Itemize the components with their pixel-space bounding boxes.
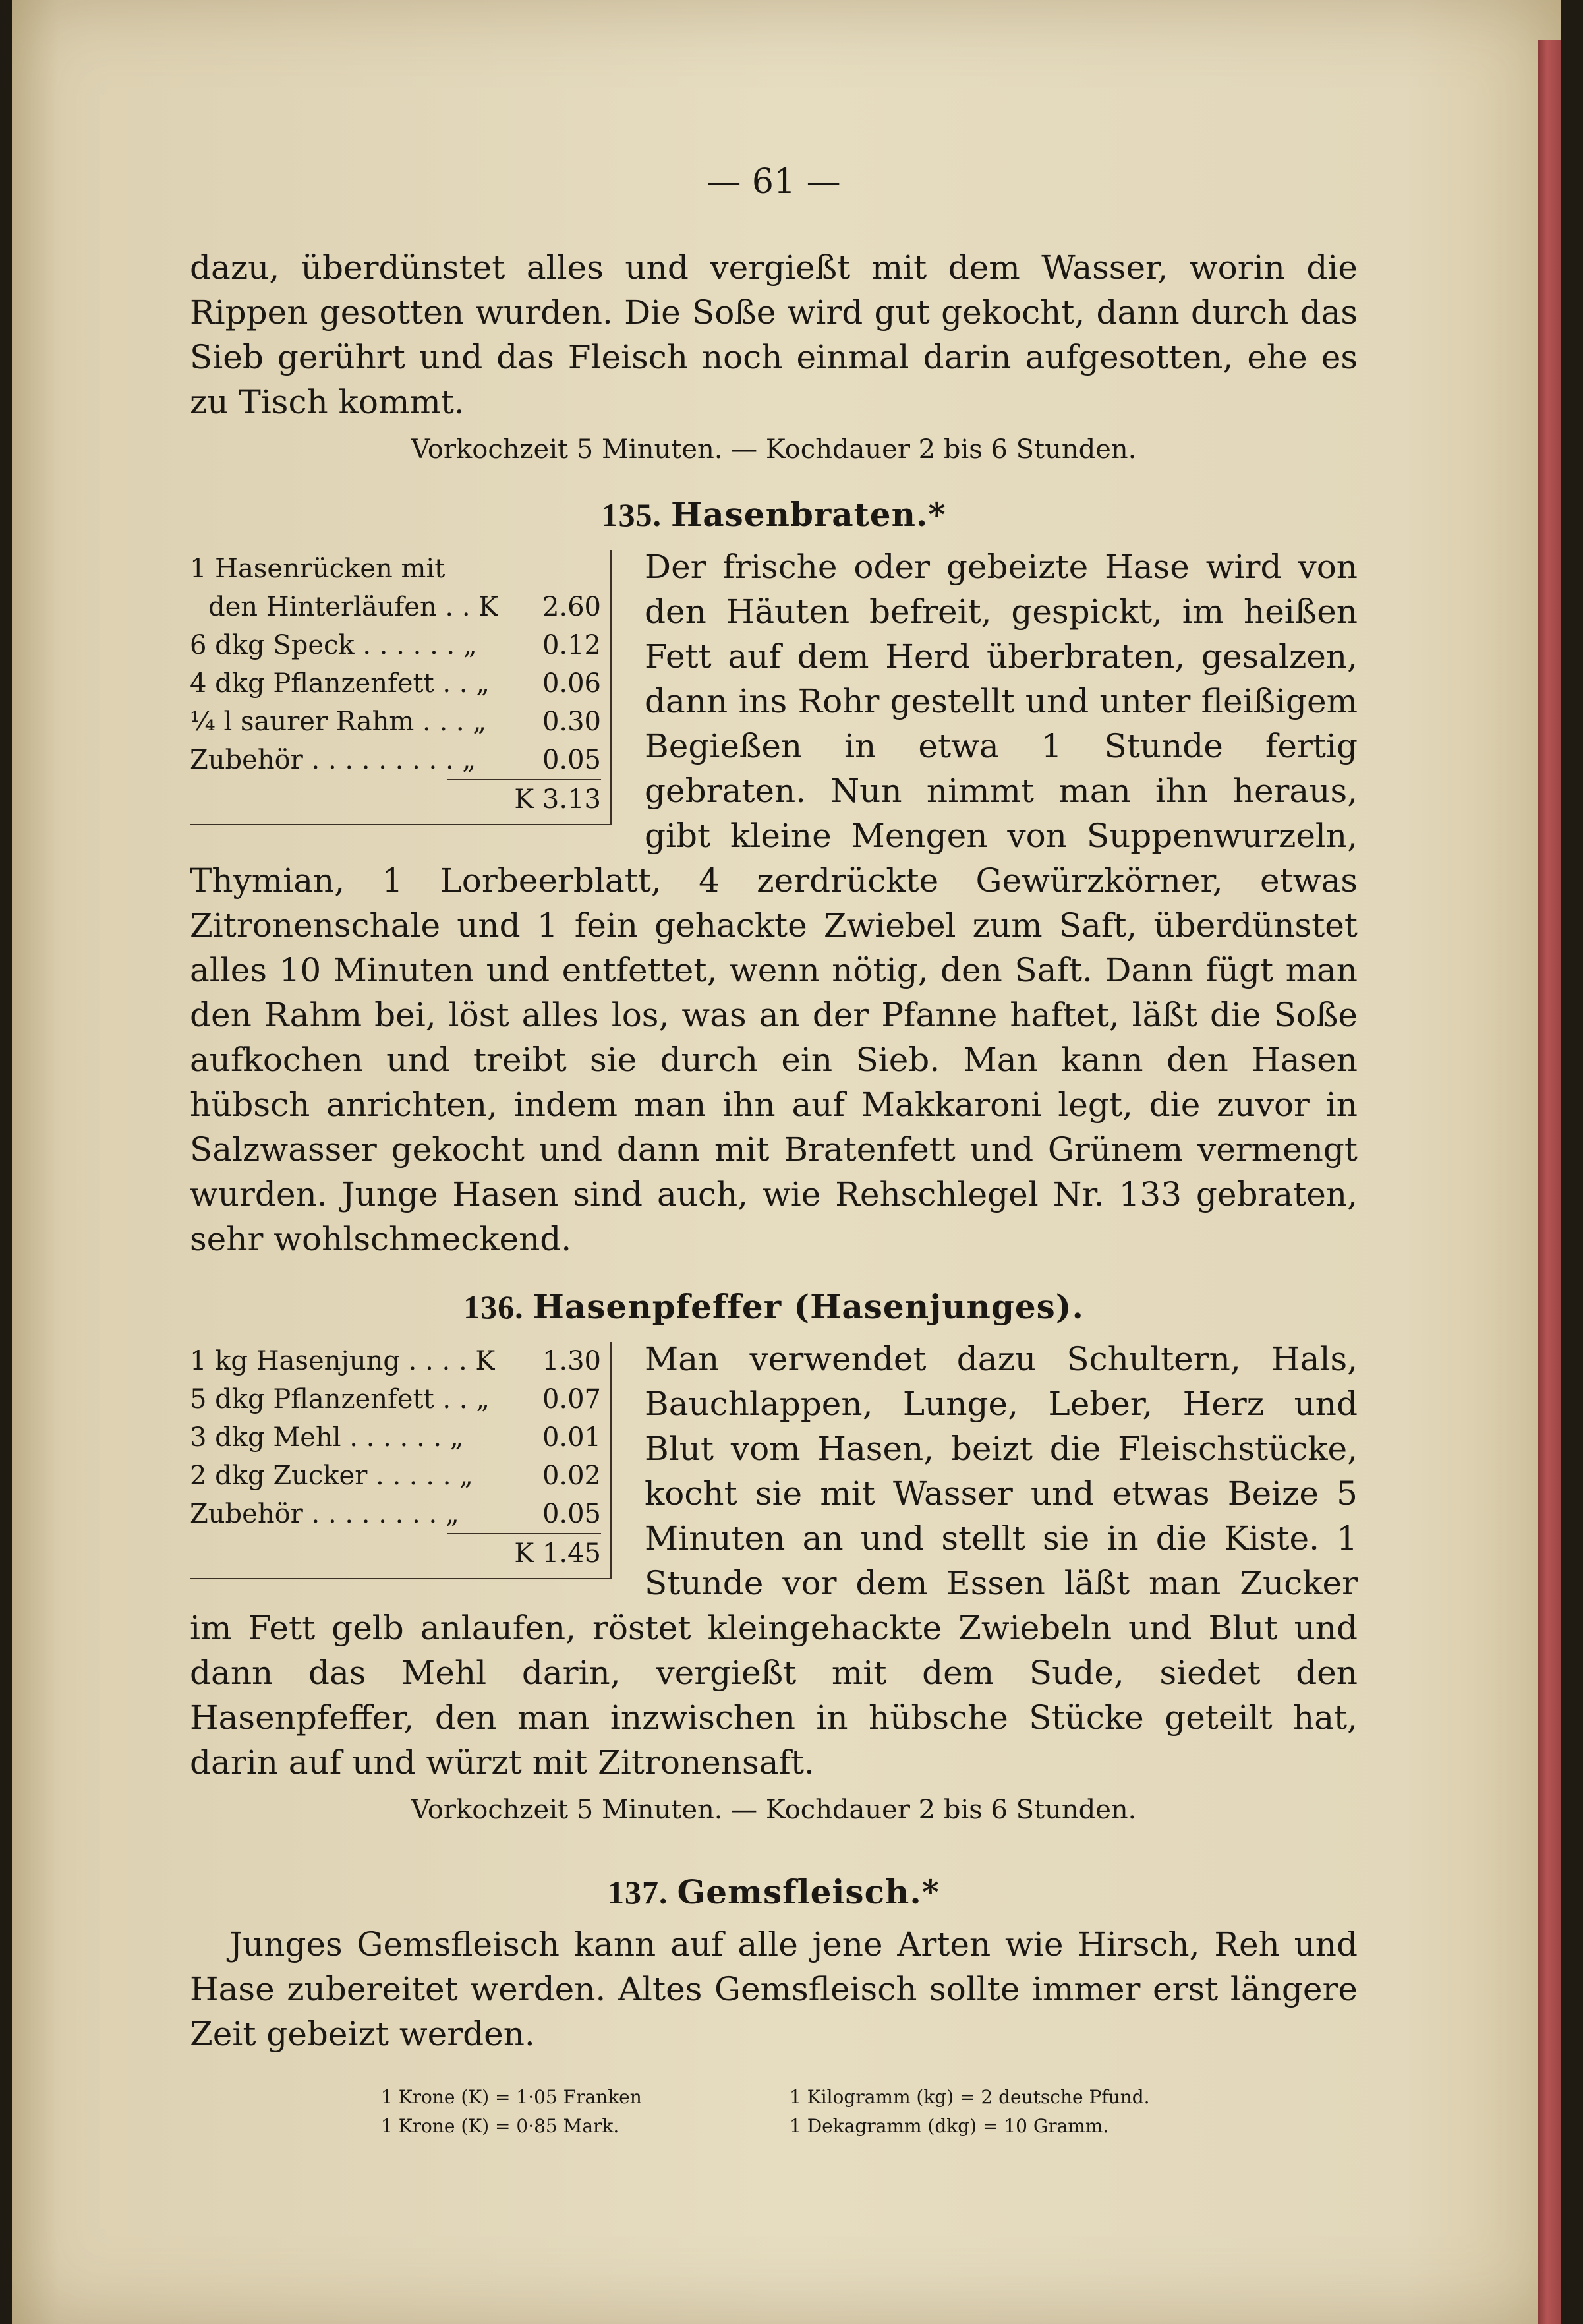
footnote-item: 1 Krone (K) = 1·05 Franken	[381, 2086, 642, 2108]
page-content	[190, 158, 1358, 2141]
recipe-135-heading	[190, 492, 1358, 538]
ingredient-row: 2 dkg Zucker . . . . . „ 0.02	[190, 1461, 601, 1491]
ingredient-list	[190, 550, 612, 825]
recipe-title: Hasenpfeffer (Hasenjunges).	[532, 1287, 1084, 1326]
ingredient-row: Zubehör . . . . . . . . . „ 0.05	[190, 745, 601, 775]
ingredient-row: ¼ l saurer Rahm . . . „ 0.30	[190, 707, 601, 737]
intro-paragraph: dazu, überdünstet alles und vergießt mit dem Wasser, worin die Rippen gesotten wurden. Die Soße wird gut gekocht, dann durch das Sieb gerührt und das Fleisch noch einmal darin aufgesotten, ehe es zu Tisch kommt.	[190, 248, 1358, 421]
recipe-text: Der frische oder gebeizte Hase wird von den Häuten befreit, gespickt, im heißen Fett auf dem Herd überbraten, gesalzen, dann ins Rohr gestellt und unter fleißigem Begießen in etwa 1 Stunde fertig gebraten. Nun nimmt man ihn heraus, gibt kleine Mengen von Suppenwurzeln, Thymian, 1 Lorbeerblatt, 4 zerdrückte Gewürzkörner, etwas Zitronenschale und 1 fein gehackte Zwiebel zum Saft, überdünstet alles 10 Minuten und entfettet, wenn nötig, den Saft. Dann fügt man den Rahm bei, löst alles los, was an der Pfanne haftet, läßt die Soße aufkochen und treibt sie durch ein Sieb. Man kann den Hasen hübsch anrichten, indem man ihn auf Makkaroni legt, die zuvor in Salzwasser gekocht und dann mit Bratenfett und Grünem vermengt wurden. Junge Hasen sind auch, wie Rehschlegel Nr. 133 gebraten, sehr wohlschmeckend.	[190, 548, 1358, 1258]
ingredient-row: 5 dkg Pflanzenfett . . „ 0.07	[190, 1384, 601, 1414]
ingredient-total: K 1.45	[447, 1533, 601, 1573]
ingredient-row: 6 dkg Speck . . . . . . „ 0.12	[190, 630, 601, 660]
book-edge	[1538, 40, 1561, 2324]
recipe-text: Junges Gemsfleisch kann auf alle jene Arten wie Hirsch, Reh und Hase zubereitet werden. Altes Gemsfleisch sollte immer erst längere Zeit gebeizt werden.	[190, 1925, 1358, 2053]
recipe-number: 136.	[463, 1289, 524, 1325]
recipe-text: Man verwendet dazu Schultern, Hals, Bauchlappen, Lunge, Leber, Herz und Blut vom Hasen, beizt die Fleischstücke, kocht sie mit Wasser und etwas Beize 5 Minuten an und stellt sie in die Kiste. 1 Stunde vor dem Essen läßt man Zucker im Fett gelb anlaufen, röstet kleingehackte Zwiebeln und Blut und dann das Mehl darin, vergießt mit dem Sude, siedet den Hasenpfeffer, den man inzwischen in hübsche Stücke geteilt hat, darin auf und würzt mit Zitronensaft.	[190, 1340, 1358, 1782]
recipe-137-heading	[190, 1869, 1358, 1915]
recipe-135	[190, 544, 1358, 1262]
recipe-136-heading	[190, 1284, 1358, 1330]
footnote-item: 1 Kilogramm (kg) = 2 deutsche Pfund.	[790, 2086, 1150, 2108]
book-page	[12, 0, 1561, 2324]
footnote-item: 1 Krone (K) = 0·85 Mark.	[381, 2115, 619, 2137]
recipe-number: 135.	[601, 496, 662, 533]
ingredient-row: Zubehör . . . . . . . . „ 0.05	[190, 1499, 601, 1529]
recipe-136	[190, 1337, 1358, 1785]
footnote-conversions	[190, 2083, 1358, 2141]
recipe-number: 137.	[608, 1874, 668, 1911]
recipe-title: Hasenbraten.*	[671, 495, 946, 534]
recipe-136-timing: Vorkochzeit 5 Minuten. — Kochdauer 2 bis 6 Stunden.	[411, 1795, 1137, 1825]
ingredient-total: K 3.13	[447, 779, 601, 819]
page-number: — 61 —	[706, 162, 841, 202]
intro-timing: Vorkochzeit 5 Minuten. — Kochdauer 2 bis 6 Stunden.	[411, 434, 1137, 465]
ingredient-row: den Hinterläufen . . K 2.60	[208, 592, 601, 622]
recipe-title: Gemsfleisch.*	[677, 1873, 940, 1911]
ingredient-row: 1 kg Hasenjung . . . . K 1.30	[190, 1346, 601, 1376]
ingredient-row: 4 dkg Pflanzenfett . . „ 0.06	[190, 668, 601, 699]
footnote-item: 1 Dekagramm (dkg) = 10 Gramm.	[790, 2115, 1109, 2137]
ingredient-list	[190, 1342, 612, 1579]
ingredient-row: 1 Hasenrücken mit	[190, 554, 446, 584]
ingredient-row: 3 dkg Mehl . . . . . . „ 0.01	[190, 1422, 601, 1453]
